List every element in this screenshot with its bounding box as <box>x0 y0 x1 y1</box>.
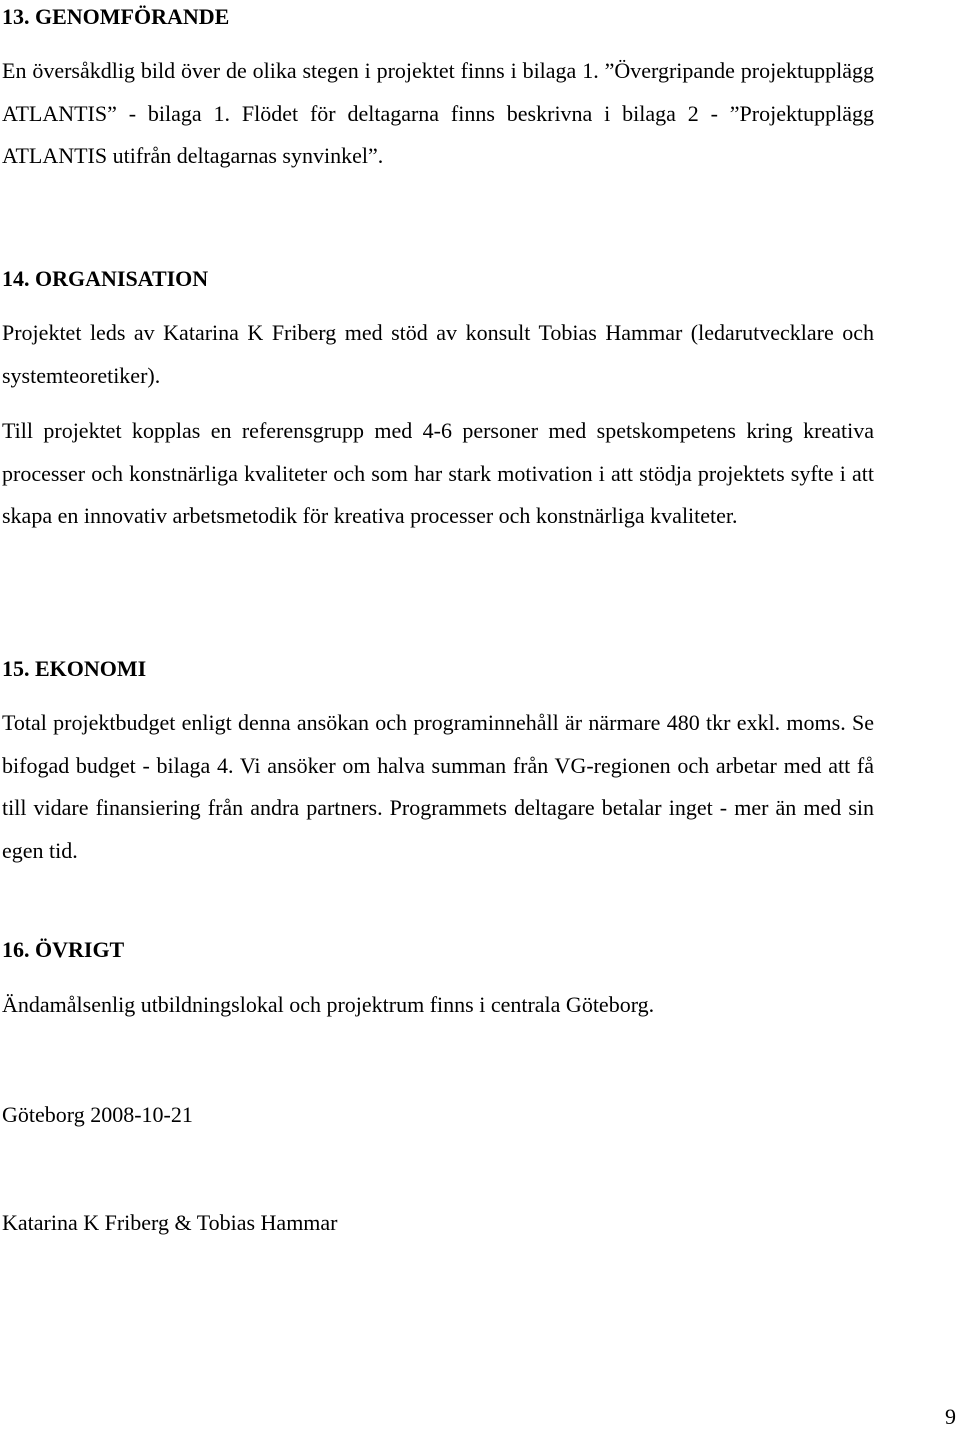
section-ekonomi-body <box>2 702 874 872</box>
section-ovrigt <box>2 935 874 965</box>
signature-line <box>2 1208 874 1238</box>
section-heading: 14. ORGANISATION <box>2 266 209 291</box>
section-genomforande-body <box>2 50 874 178</box>
section-heading: 16. ÖVRIGT <box>2 937 125 962</box>
signatories-text: Katarina K Friberg & Tobias Hammar <box>2 1210 338 1235</box>
section-organisation <box>2 264 874 294</box>
paragraph: Projektet leds av Katarina K Friberg med stöd av konsult Tobias Hammar (ledarutvecklare och systemteoretiker). <box>2 320 874 388</box>
paragraph: Ändamålsenlig utbildningslokal och projektrum finns i centrala Göteborg. <box>2 992 655 1017</box>
paragraph: Till projektet kopplas en referensgrupp med 4-6 personer med spetskompetens kring kreativa processer och konstnärliga kvaliteter och som har stark motivation i att stödja projektets syfte i att skapa en innovativ arbetsmetodik för kreativa processer och konstnärliga kvaliteter. <box>2 418 874 528</box>
place-date-text: Göteborg 2008-10-21 <box>2 1102 193 1127</box>
place-date <box>2 1100 874 1130</box>
section-organisation-body-1 <box>2 312 874 397</box>
section-heading: 13. GENOMFÖRANDE <box>2 4 230 29</box>
section-ovrigt-body <box>2 990 874 1020</box>
page-number: 9 <box>945 1404 956 1429</box>
section-heading: 15. EKONOMI <box>2 656 147 681</box>
section-ekonomi <box>2 654 874 684</box>
section-organisation-body-2 <box>2 410 874 538</box>
paragraph: En översåkdlig bild över de olika stegen i projektet finns i bilaga 1. ”Övergripande projektupplägg ATLANTIS” - bilaga 1. Flödet för deltagarna finns beskrivna i bilaga 2 - ”Projektupplägg ATLANTIS utifrån deltagarnas synvinkel”. <box>2 58 874 168</box>
section-genomforande <box>2 2 874 32</box>
paragraph: Total projektbudget enligt denna ansökan och programinnehåll är närmare 480 tkr exkl. moms. Se bifogad budget - bilaga 4. Vi ansöker om halva summan från VG-regionen och arbetar med att få till vidare finansiering från andra partners. Programmets deltagare betalar inget - mer än med sin egen tid. <box>2 710 874 863</box>
